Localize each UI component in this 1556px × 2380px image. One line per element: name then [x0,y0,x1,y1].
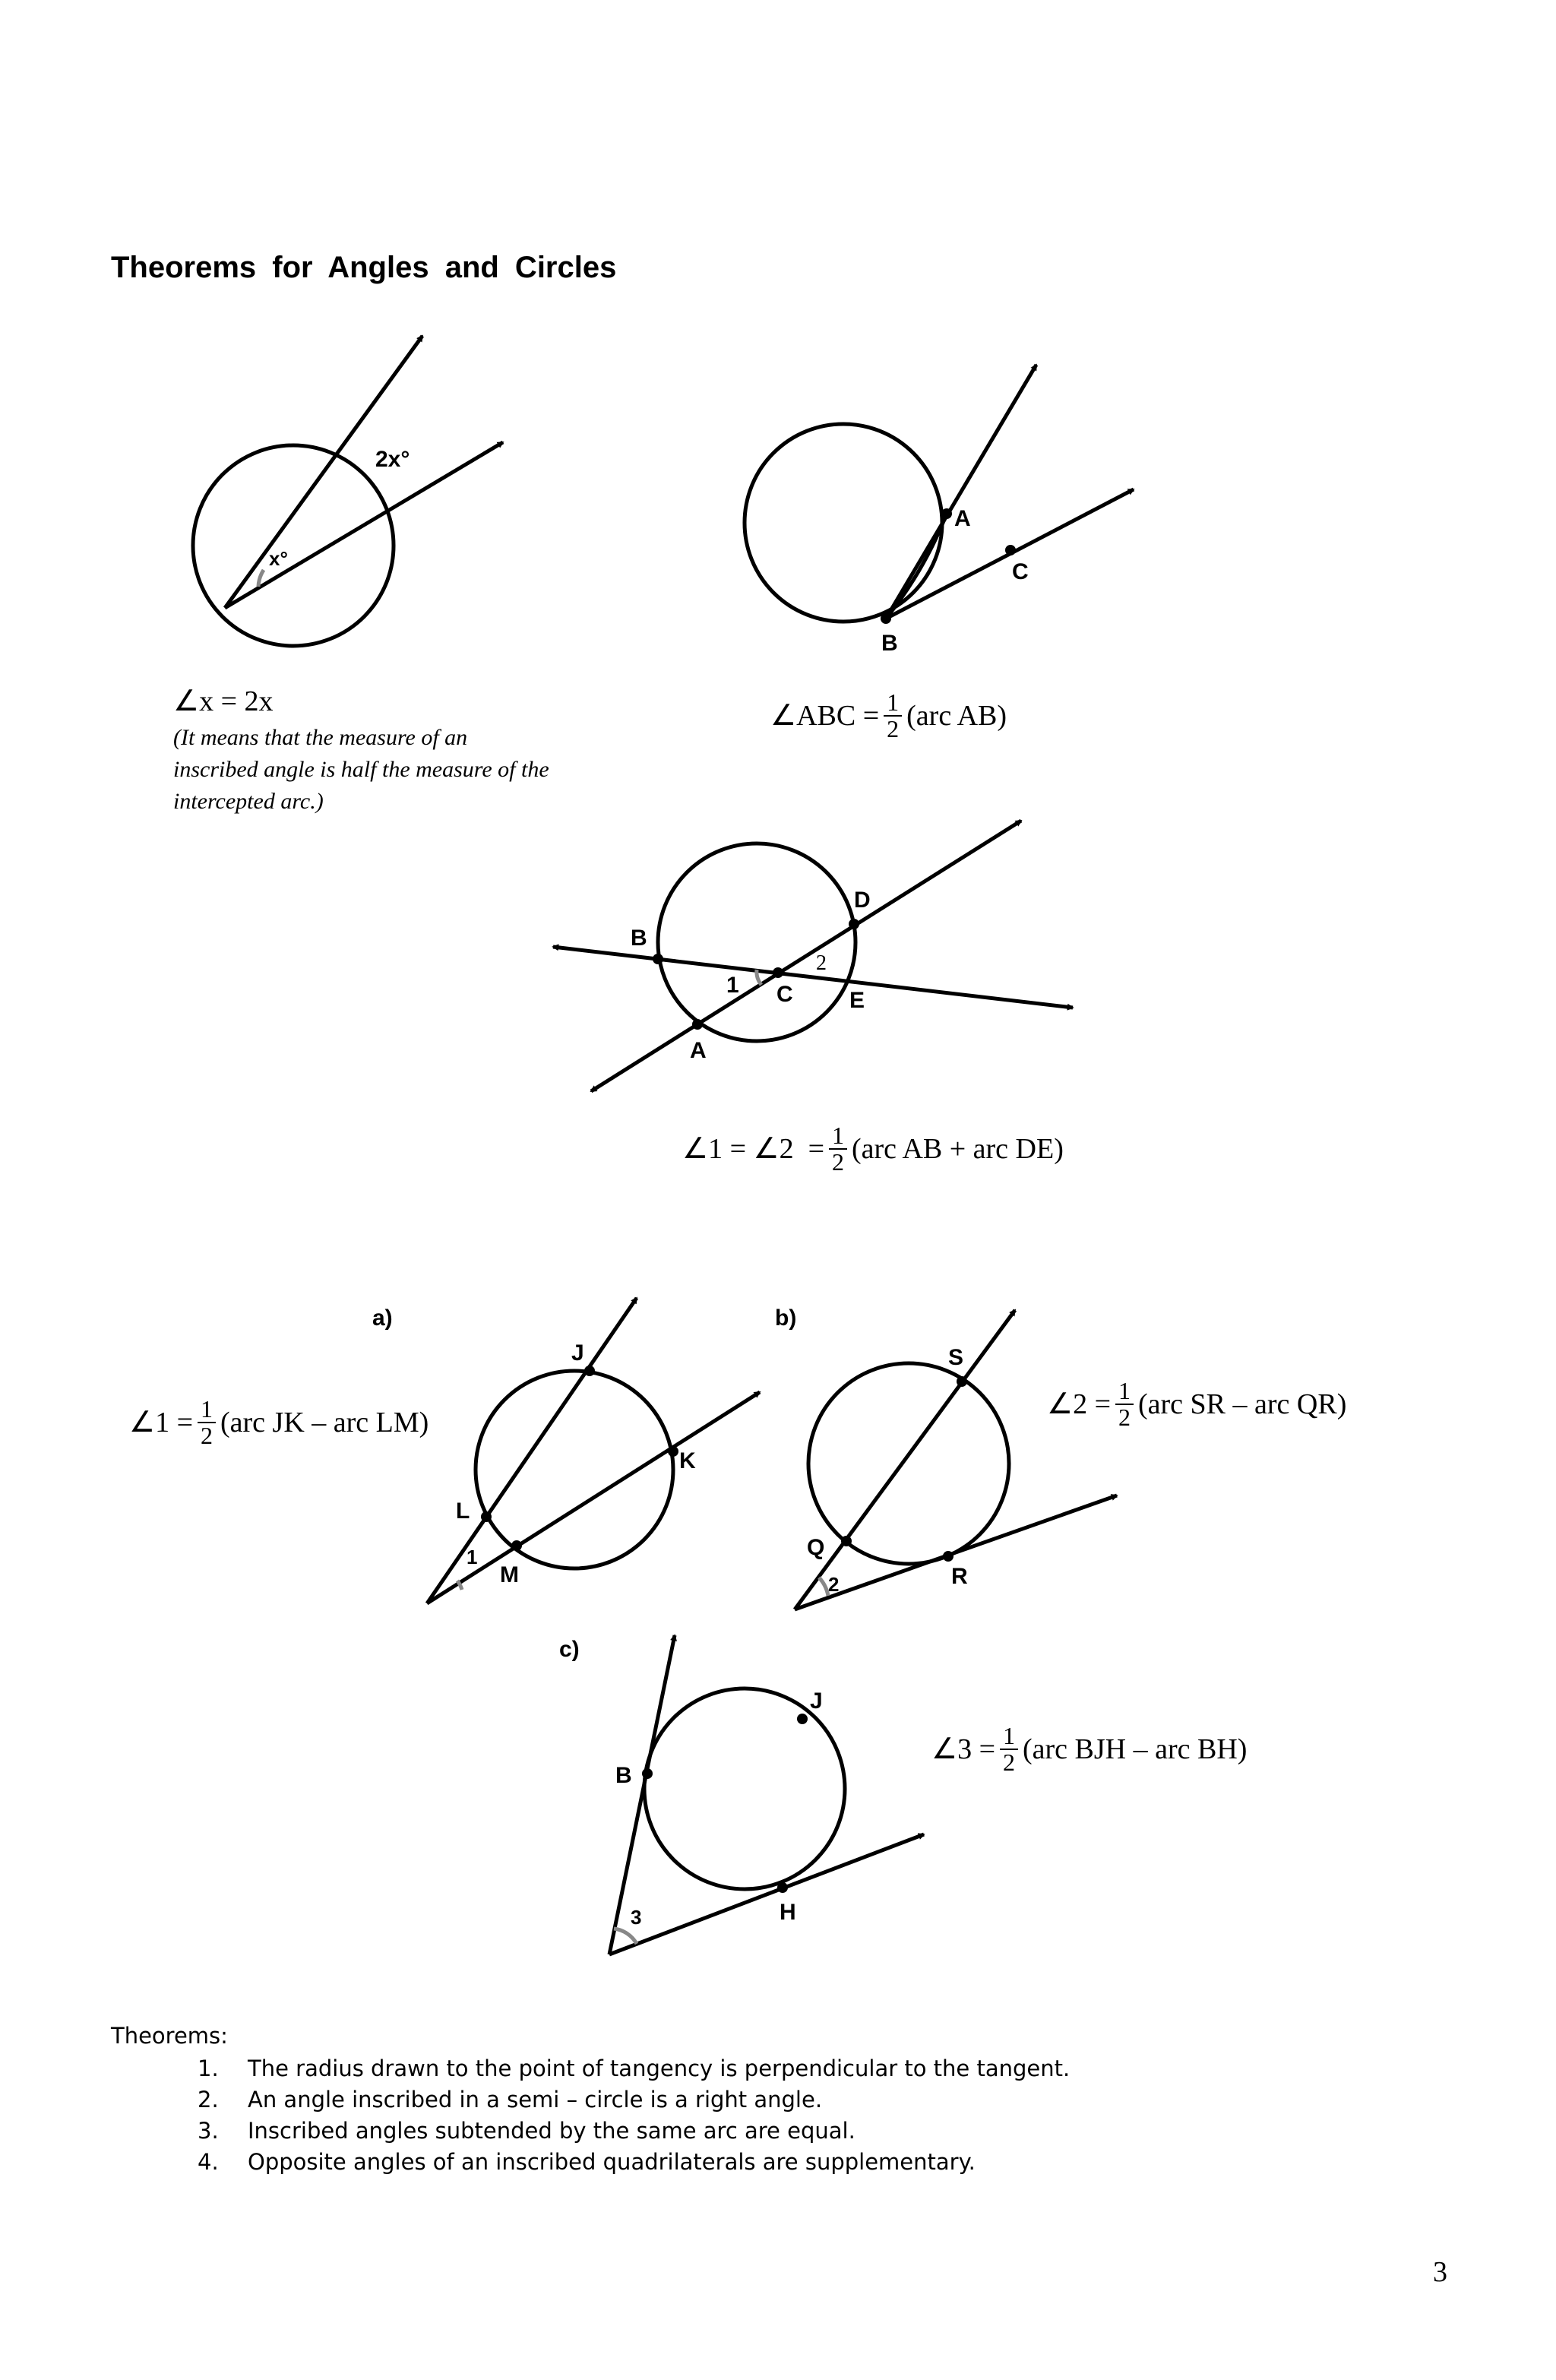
formula-tangents [931,1723,1247,1774]
label-jc: J [810,1688,823,1714]
theorem-text: Opposite angles of an inscribed quadrilaterals are supplementary. [248,2149,976,2175]
formula-secant-tangent-rhs: (arc SR – arc QR) [1138,1388,1347,1420]
ray-c2 [609,1834,924,1954]
label-m: M [500,1562,519,1587]
theorems-heading: Theorems: [111,2023,228,2049]
fraction-num: 1 [198,1397,216,1423]
label-c: C [1012,559,1029,584]
label-b3: B [631,926,647,951]
label-s: S [948,1345,964,1370]
label-angle-a1: 1 [466,1546,478,1568]
caption-b: b) [775,1306,797,1331]
formula-tangents-rhs: (arc BJH – arc BH) [1023,1733,1248,1765]
formula-secants-lhs: ∠1 = [129,1407,193,1439]
formula-x-2x: ∠x = 2x [173,685,274,717]
label-j: J [571,1340,584,1366]
note-line-2: inscribed angle is half the measure of the [173,757,549,782]
theorems-list [198,2053,1070,2178]
label-angle-2: 2 [816,951,827,975]
fraction-den: 2 [1118,1403,1131,1431]
label-hc: H [780,1900,796,1925]
angle-mark-c [614,1929,637,1944]
formula-abc-rhs: (arc AB) [906,699,1007,732]
point-hc [777,1882,788,1893]
page-title: Theorems for Angles and Circles [111,251,617,284]
formula-secants-rhs: (arc JK – arc LM) [220,1406,429,1438]
circle-c [644,1688,845,1889]
fraction-num: 1 [1000,1723,1018,1750]
label-l: L [456,1499,470,1524]
fraction-num: 1 [1115,1378,1134,1405]
formula-chords-lhs: ∠1 = ∠2 = [682,1133,824,1166]
theorem-number: 1. [198,2056,219,2081]
angle-label-x: x° [269,547,288,570]
label-c3: C [776,982,793,1007]
theorem-text: Inscribed angles subtended by the same arc are equal. [248,2118,855,2144]
fraction-den: 2 [201,1421,213,1449]
label-k: K [679,1448,696,1473]
formula-chords-rhs: (arc AB + arc DE) [852,1132,1064,1165]
theorem-item [198,2116,1070,2147]
theorem-text: The radius drawn to the point of tangency is perpendicular to the tangent. [248,2056,1071,2081]
label-r: R [951,1564,968,1589]
label-a: A [954,506,971,531]
theorem-item [198,2084,1070,2116]
label-bc: B [615,1763,632,1788]
arc-label-2x: 2x° [375,447,410,472]
formula-secant-tangent-lhs: ∠2 = [1047,1388,1111,1421]
label-q: Q [807,1535,825,1560]
formula-tangents-lhs: ∠3 = [931,1733,995,1766]
theorem-text: An angle inscribed in a semi – circle is a right angle. [248,2087,823,2113]
label-d3: D [854,888,871,913]
label-e3: E [849,988,865,1013]
note-line-1: (It means that the measure of an [173,725,468,750]
theorem-number: 3. [198,2118,219,2144]
fraction-den: 2 [832,1147,844,1176]
page-number: 3 [1433,2256,1447,2288]
theorem-number: 2. [198,2087,219,2113]
label-angle-1: 1 [726,973,739,998]
formula-tangents-fraction [1000,1723,1018,1774]
fraction-den: 2 [1003,1748,1015,1776]
point-bc [642,1768,653,1779]
caption-c: c) [559,1637,580,1662]
label-b: B [881,631,898,656]
label-a3: A [690,1038,707,1063]
theorem-item [198,2053,1070,2084]
point-jc [797,1714,808,1724]
label-angle-c3: 3 [631,1906,642,1929]
ray-c1 [609,1635,675,1954]
note-line-3: intercepted arc.) [173,789,324,814]
label-angle-b2: 2 [828,1573,840,1596]
caption-a: a) [372,1306,393,1331]
formula-abc-lhs: ∠ABC = [770,700,880,733]
fraction-num: 1 [884,690,902,717]
fraction-den: 2 [887,714,900,742]
theorem-item [198,2147,1070,2178]
fraction-num: 1 [829,1123,847,1150]
theorem-number: 4. [198,2149,219,2175]
